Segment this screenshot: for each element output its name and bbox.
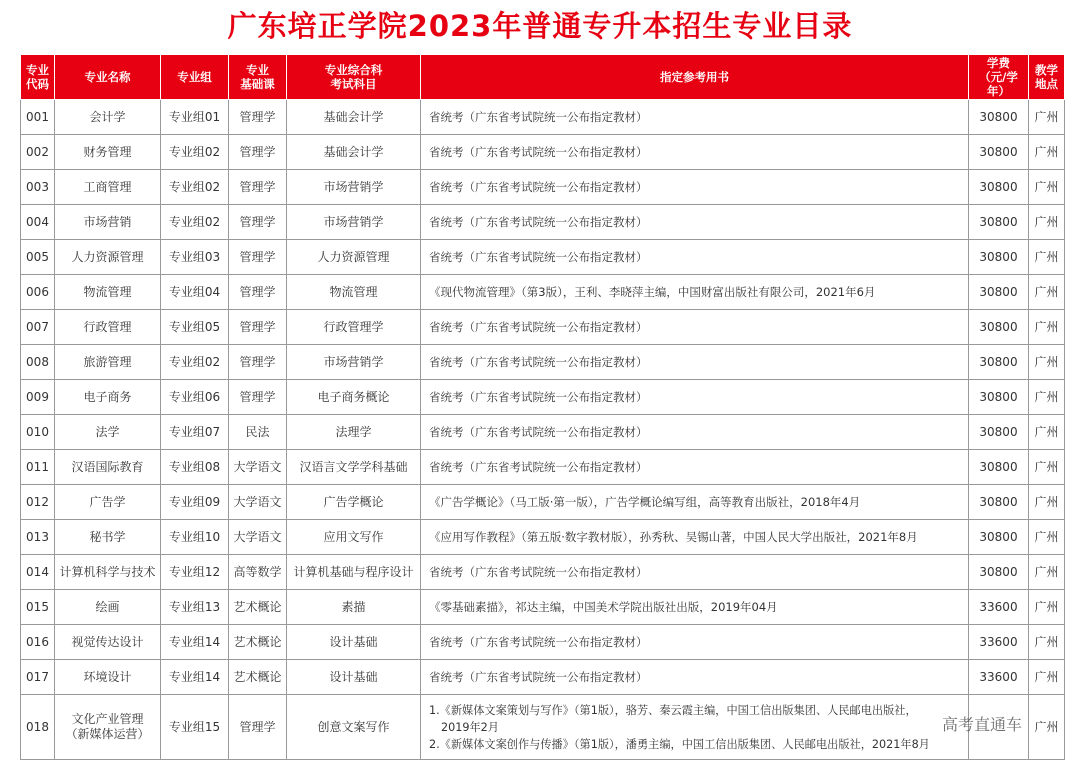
cell-group: 专业组02 [161,170,229,205]
cell-fee: 30800 [969,555,1029,590]
cell-location: 广州 [1029,660,1065,695]
cell-group: 专业组06 [161,380,229,415]
cell-comprehensive: 素描 [287,590,421,625]
cell-group: 专业组15 [161,695,229,760]
cell-basic: 大学语文 [229,485,287,520]
cell-fee: 30800 [969,485,1029,520]
header-basic: 专业 基础课 [229,55,287,100]
cell-name: 会计学 [55,100,161,135]
cell-fee: 30800 [969,205,1029,240]
cell-basic: 管理学 [229,345,287,380]
cell-comprehensive: 创意文案写作 [287,695,421,760]
cell-group: 专业组14 [161,625,229,660]
header-books: 指定参考用书 [421,55,969,100]
cell-name: 物流管理 [55,275,161,310]
cell-name: 财务管理 [55,135,161,170]
cell-books: 《应用写作教程》（第五版·数字教材版），孙秀秋、吴锡山著，中国人民大学出版社，2021年8月 [421,520,969,555]
cell-comprehensive: 市场营销学 [287,345,421,380]
cell-comprehensive: 市场营销学 [287,170,421,205]
watermark: 高考直通车 [942,715,1023,734]
cell-books: 省统考（广东省考试院统一公布指定教材） [421,555,969,590]
cell-code: 016 [21,625,55,660]
cell-code: 006 [21,275,55,310]
cell-name: 环境设计 [55,660,161,695]
cell-basic: 管理学 [229,695,287,760]
table-row [21,100,1065,135]
cell-name: 旅游管理 [55,345,161,380]
cell-basic: 管理学 [229,100,287,135]
cell-name: 绘画 [55,590,161,625]
cell-code: 003 [21,170,55,205]
table-row [21,345,1065,380]
cell-code: 011 [21,450,55,485]
cell-basic: 民法 [229,415,287,450]
header-comprehensive: 专业综合科 考试科目 [287,55,421,100]
cell-books: 《零基础素描》，祁达主编，中国美术学院出版社出版，2019年04月 [421,590,969,625]
cell-fee: 30800 [969,310,1029,345]
cell-comprehensive: 应用文写作 [287,520,421,555]
header-fee: 学费 （元/学年） [969,55,1029,100]
cell-name: 计算机科学与技术 [55,555,161,590]
cell-books: 省统考（广东省考试院统一公布指定教材） [421,205,969,240]
cell-group: 专业组08 [161,450,229,485]
cell-code: 009 [21,380,55,415]
table-row [21,415,1065,450]
header-code: 专业 代码 [21,55,55,100]
header-group: 专业组 [161,55,229,100]
cell-group: 专业组09 [161,485,229,520]
cell-location: 广州 [1029,485,1065,520]
cell-basic: 管理学 [229,135,287,170]
cell-basic: 管理学 [229,240,287,275]
cell-basic: 管理学 [229,310,287,345]
cell-location: 广州 [1029,555,1065,590]
cell-basic: 管理学 [229,170,287,205]
cell-location: 广州 [1029,520,1065,555]
cell-books: 1.《新媒体文案策划与写作》（第1版），骆芳、秦云霞主编，中国工信出版集团、人民邮电出版社， 2019年2月 2.《新媒体文案创作与传播》（第1版），潘勇主编，中国工信出版集团、人民邮电出版社，2021年8月 [421,695,969,760]
cell-group: 专业组02 [161,345,229,380]
table-row [21,520,1065,555]
cell-name: 市场营销 [55,205,161,240]
cell-basic: 高等数学 [229,555,287,590]
cell-code: 008 [21,345,55,380]
cell-group: 专业组02 [161,135,229,170]
cell-group: 专业组14 [161,660,229,695]
cell-comprehensive: 汉语言文学学科基础 [287,450,421,485]
cell-code: 014 [21,555,55,590]
cell-location: 广州 [1029,415,1065,450]
cell-group: 专业组07 [161,415,229,450]
cell-comprehensive: 法理学 [287,415,421,450]
cell-group: 专业组04 [161,275,229,310]
cell-group: 专业组05 [161,310,229,345]
table-row [21,695,1065,760]
cell-name: 行政管理 [55,310,161,345]
cell-fee: 30800 [969,415,1029,450]
table-row [21,450,1065,485]
cell-comprehensive: 基础会计学 [287,135,421,170]
cell-books: 省统考（广东省考试院统一公布指定教材） [421,135,969,170]
cell-name: 法学 [55,415,161,450]
cell-name: 人力资源管理 [55,240,161,275]
cell-code: 002 [21,135,55,170]
cell-name: 视觉传达设计 [55,625,161,660]
table-row [21,625,1065,660]
cell-basic: 艺术概论 [229,625,287,660]
cell-code: 005 [21,240,55,275]
cell-name: 秘书学 [55,520,161,555]
cell-code: 007 [21,310,55,345]
cell-comprehensive: 物流管理 [287,275,421,310]
cell-fee: 33600 [969,625,1029,660]
cell-books: 省统考（广东省考试院统一公布指定教材） [421,450,969,485]
cell-location: 广州 [1029,135,1065,170]
cell-fee: 33600 [969,590,1029,625]
cell-fee: 30800 [969,275,1029,310]
cell-comprehensive: 基础会计学 [287,100,421,135]
table-row [21,380,1065,415]
table-row [21,170,1065,205]
cell-books: 省统考（广东省考试院统一公布指定教材） [421,660,969,695]
cell-comprehensive: 人力资源管理 [287,240,421,275]
page-title: 广东培正学院2023年普通专升本招生专业目录 [227,9,853,43]
cell-basic: 艺术概论 [229,660,287,695]
cell-books: 省统考（广东省考试院统一公布指定教材） [421,415,969,450]
cell-code: 004 [21,205,55,240]
cell-books: 省统考（广东省考试院统一公布指定教材） [421,240,969,275]
cell-location: 广州 [1029,310,1065,345]
cell-comprehensive: 广告学概论 [287,485,421,520]
cell-group: 专业组01 [161,100,229,135]
cell-name: 文化产业管理 （新媒体运营） [55,695,161,760]
cell-code: 010 [21,415,55,450]
cell-fee: 30800 [969,100,1029,135]
table-row [21,240,1065,275]
cell-group: 专业组12 [161,555,229,590]
cell-location: 广州 [1029,240,1065,275]
cell-group: 专业组03 [161,240,229,275]
cell-location: 广州 [1029,695,1065,760]
cell-books: 省统考（广东省考试院统一公布指定教材） [421,380,969,415]
cell-fee: 30800 [969,380,1029,415]
cell-basic: 管理学 [229,275,287,310]
cell-location: 广州 [1029,380,1065,415]
cell-name: 工商管理 [55,170,161,205]
cell-location: 广州 [1029,345,1065,380]
cell-comprehensive: 市场营销学 [287,205,421,240]
cell-books: 省统考（广东省考试院统一公布指定教材） [421,310,969,345]
cell-name: 广告学 [55,485,161,520]
cell-fee: 30800 [969,170,1029,205]
header-row [21,55,1065,100]
cell-basic: 管理学 [229,205,287,240]
table-row [21,590,1065,625]
cell-fee: 30800 [969,240,1029,275]
cell-books: 省统考（广东省考试院统一公布指定教材） [421,625,969,660]
cell-code: 015 [21,590,55,625]
header-name: 专业名称 [55,55,161,100]
cell-basic: 艺术概论 [229,590,287,625]
table-row [21,275,1065,310]
cell-books: 省统考（广东省考试院统一公布指定教材） [421,170,969,205]
cell-code: 013 [21,520,55,555]
cell-location: 广州 [1029,625,1065,660]
cell-location: 广州 [1029,100,1065,135]
cell-code: 018 [21,695,55,760]
cell-books: 省统考（广东省考试院统一公布指定教材） [421,345,969,380]
table-row [21,485,1065,520]
cell-code: 012 [21,485,55,520]
table-row [21,660,1065,695]
cell-fee: 30800 [969,135,1029,170]
cell-location: 广州 [1029,590,1065,625]
cell-books: 《现代物流管理》（第3版），王利、李晓萍主编，中国财富出版社有限公司，2021年6月 [421,275,969,310]
cell-comprehensive: 设计基础 [287,625,421,660]
cell-group: 专业组10 [161,520,229,555]
cell-code: 001 [21,100,55,135]
cell-basic: 大学语文 [229,520,287,555]
header-location: 教学 地点 [1029,55,1065,100]
cell-group: 专业组02 [161,205,229,240]
cell-comprehensive: 行政管理学 [287,310,421,345]
cell-books: 省统考（广东省考试院统一公布指定教材） [421,100,969,135]
cell-group: 专业组13 [161,590,229,625]
cell-fee: 30800 [969,450,1029,485]
cell-location: 广州 [1029,170,1065,205]
cell-code: 017 [21,660,55,695]
cell-fee: 30800 [969,520,1029,555]
catalog-table [20,54,1065,760]
cell-basic: 管理学 [229,380,287,415]
cell-comprehensive: 设计基础 [287,660,421,695]
table-row [21,555,1065,590]
cell-basic: 大学语文 [229,450,287,485]
cell-location: 广州 [1029,205,1065,240]
cell-fee: 30800 [969,345,1029,380]
table-row [21,205,1065,240]
cell-fee: 33600 [969,660,1029,695]
cell-location: 广州 [1029,450,1065,485]
cell-comprehensive: 电子商务概论 [287,380,421,415]
cell-comprehensive: 计算机基础与程序设计 [287,555,421,590]
cell-location: 广州 [1029,275,1065,310]
table-row [21,310,1065,345]
cell-name: 电子商务 [55,380,161,415]
cell-name: 汉语国际教育 [55,450,161,485]
table-row [21,135,1065,170]
cell-books: 《广告学概论》（马工版·第一版），广告学概论编写组，高等教育出版社，2018年4月 [421,485,969,520]
